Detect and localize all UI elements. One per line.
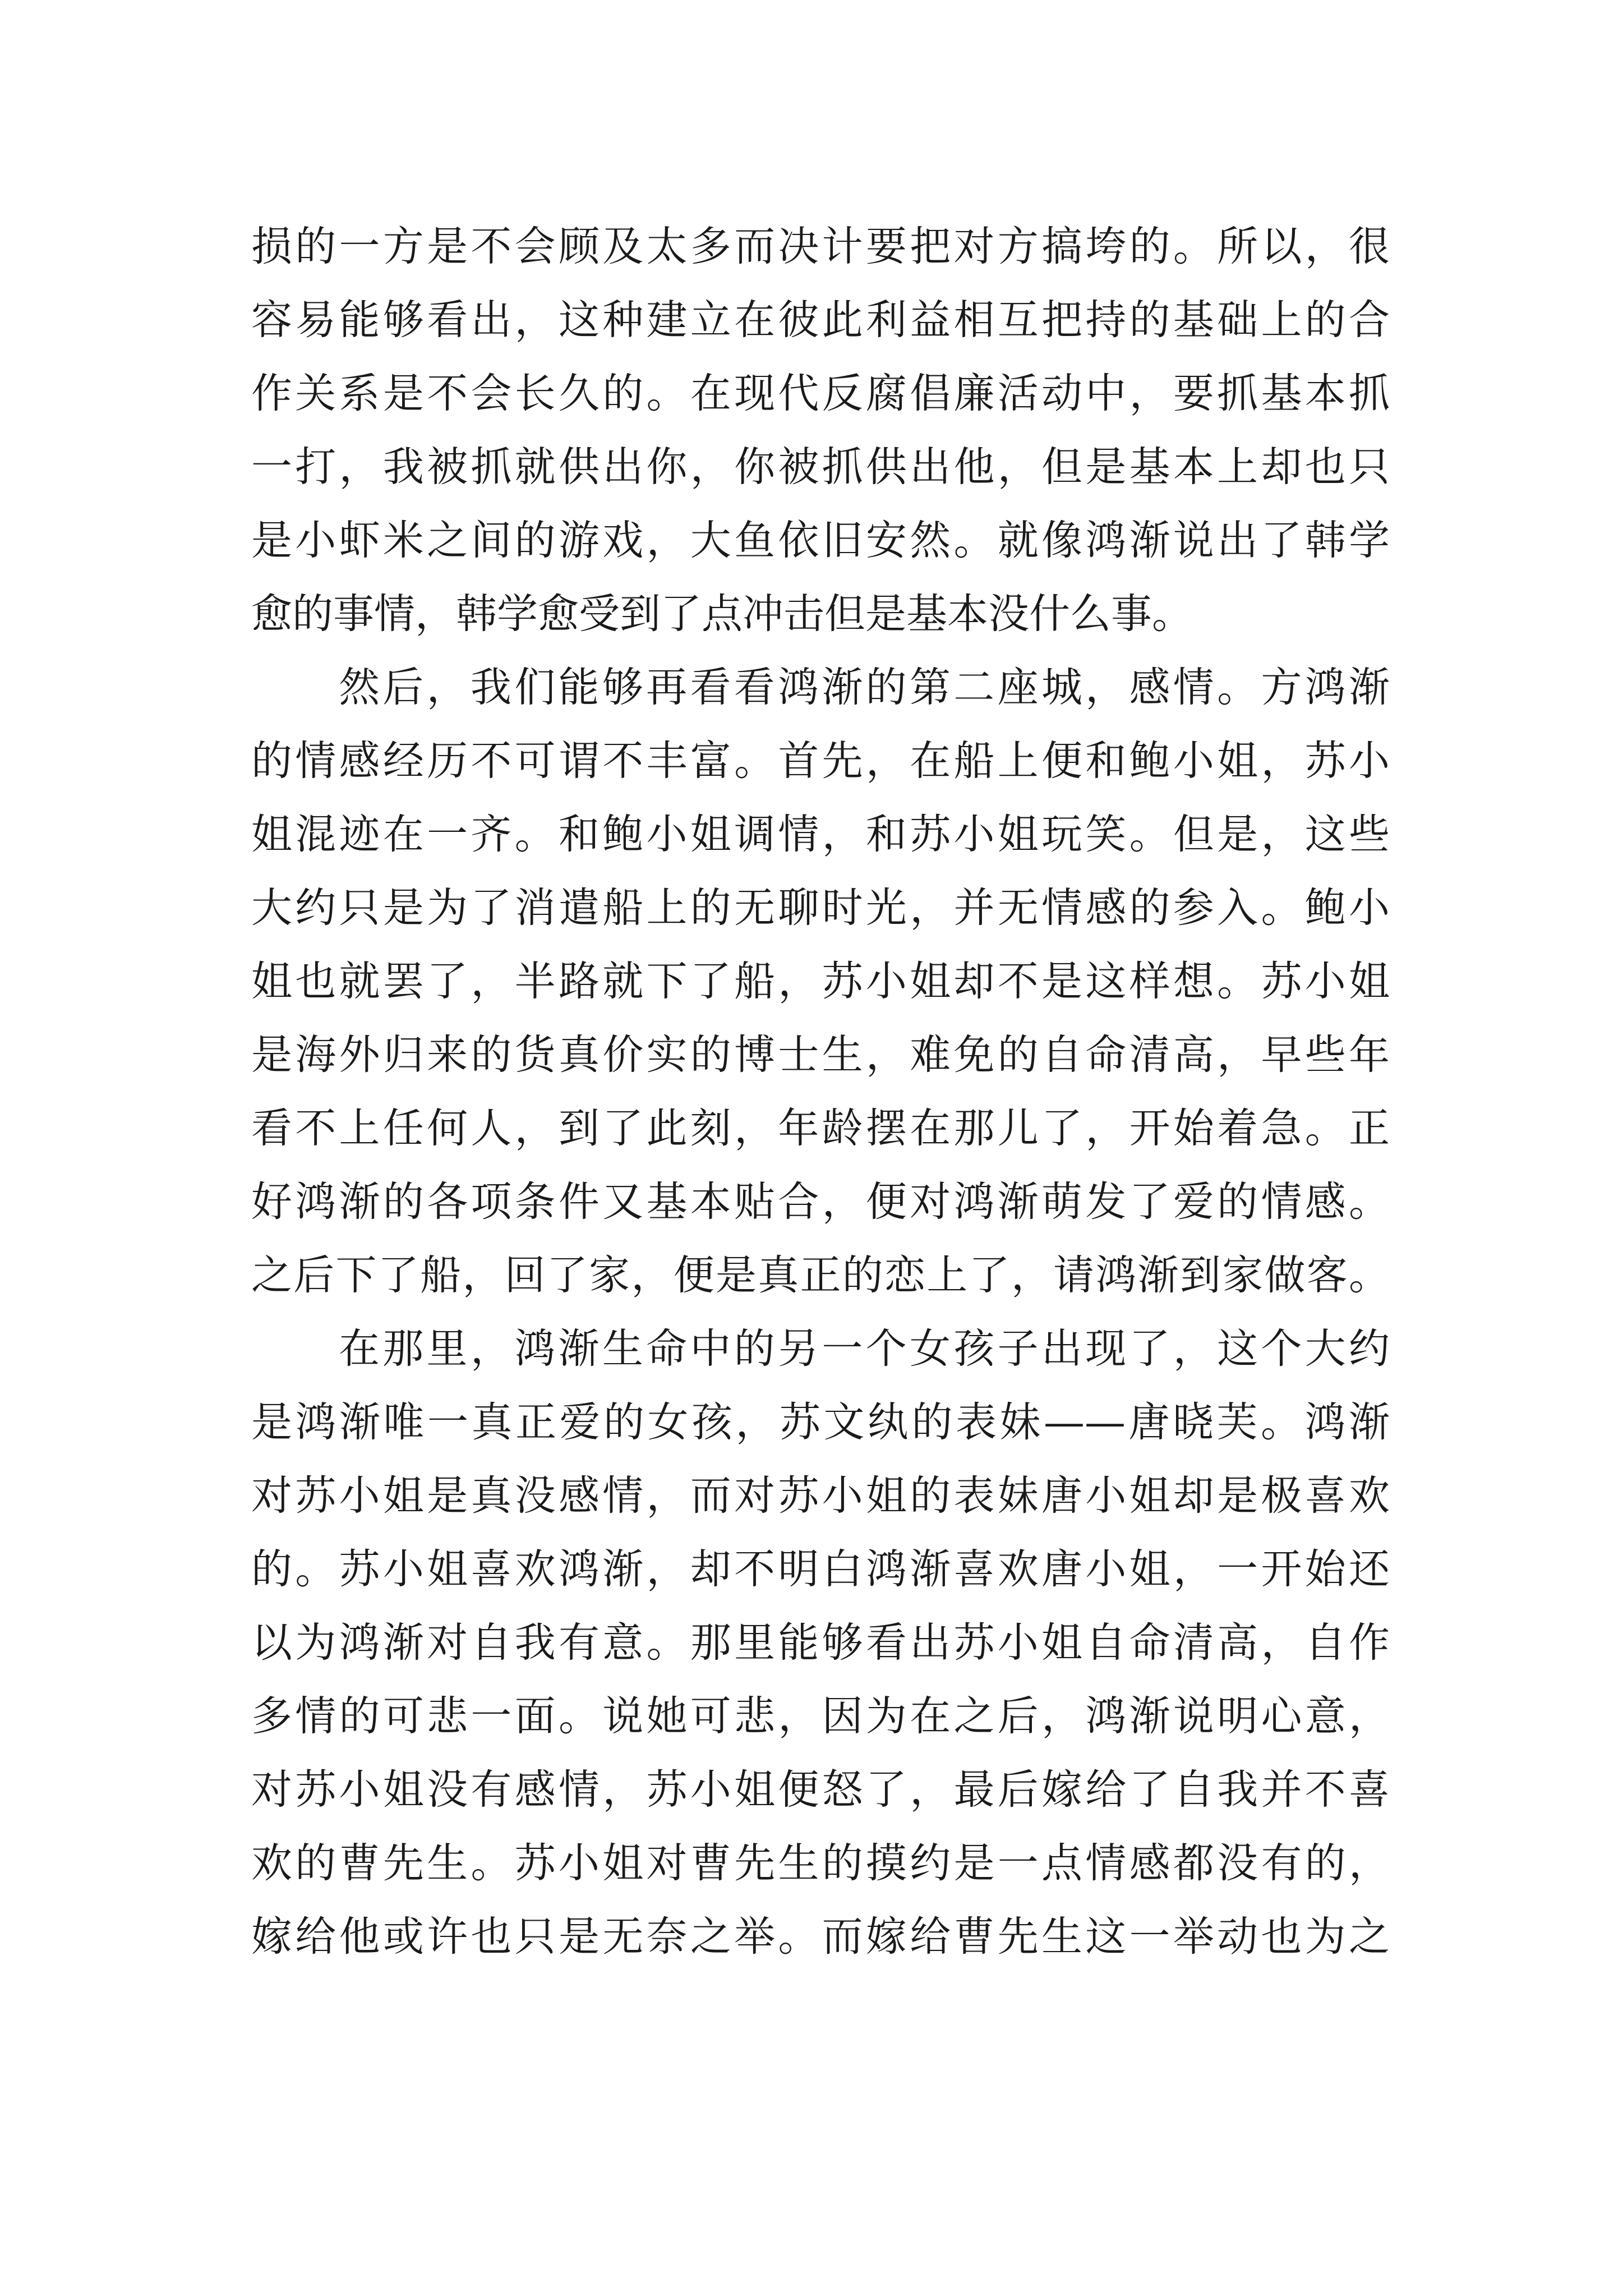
text-line: 是鸿渐唯一真正爱的女孩，苏文纨的表妹——唐晓芙。鸿渐 xyxy=(251,1398,1390,1446)
text-line: 之后下了船，回了家，便是真正的恋上了，请鸿渐到家做客。 xyxy=(251,1251,1390,1299)
text-line: 对苏小姐没有感情，苏小姐便怒了，最后嫁给了自我并不喜 xyxy=(251,1766,1390,1814)
text-line: 姐混迹在一齐。和鲍小姐调情，和苏小姐玩笑。但是，这些 xyxy=(251,811,1390,858)
text-line: 然后，我们能够再看看鸿渐的第二座城，感情。方鸿渐 xyxy=(339,664,1390,711)
text-line: 是海外归来的货真价实的博士生，难免的自命清高，早些年 xyxy=(251,1031,1390,1079)
text-line: 容易能够看出，这种建立在彼此利益相互把持的基础上的合 xyxy=(251,296,1390,344)
text-line: 一打，我被抓就供出你，你被抓供出他，但是基本上却也只 xyxy=(251,443,1390,491)
text-line: 是小虾米之间的游戏，大鱼依旧安然。就像鸿渐说出了韩学 xyxy=(251,517,1390,564)
text-line: 的。苏小姐喜欢鸿渐，却不明白鸿渐喜欢唐小姐，一开始还 xyxy=(251,1545,1390,1593)
text-line: 看不上任何人，到了此刻，年龄摆在那儿了，开始着急。正 xyxy=(251,1105,1390,1152)
text-line: 欢的曹先生。苏小姐对曹先生的摸约是一点情感都没有的， xyxy=(251,1839,1390,1887)
text-line: 愈的事情，韩学愈受到了点冲击但是基本没什么事。 xyxy=(251,590,1193,638)
text-line: 嫁给他或许也只是无奈之举。而嫁给曹先生这一举动也为之 xyxy=(251,1913,1390,1961)
text-line: 作关系是不会长久的。在现代反腐倡廉活动中，要抓基本抓 xyxy=(251,370,1390,417)
text-line: 的情感经历不可谓不丰富。首先，在船上便和鲍小姐，苏小 xyxy=(251,737,1390,785)
text-line: 姐也就罢了，半路就下了船，苏小姐却不是这样想。苏小姐 xyxy=(251,958,1390,1005)
body-text xyxy=(251,210,1390,1973)
text-line: 在那里，鸿渐生命中的另一个女孩子出现了，这个大约 xyxy=(339,1325,1390,1373)
text-line: 好鸿渐的各项条件又基本贴合，便对鸿渐萌发了爱的情感。 xyxy=(251,1178,1390,1226)
text-line: 损的一方是不会顾及太多而决计要把对方搞垮的。所以，很 xyxy=(251,223,1390,270)
text-line: 多情的可悲一面。说她可悲，因为在之后，鸿渐说明心意， xyxy=(251,1692,1390,1740)
text-line: 以为鸿渐对自我有意。那里能够看出苏小姐自命清高，自作 xyxy=(251,1619,1390,1667)
text-line: 对苏小姐是真没感情，而对苏小姐的表妹唐小姐却是极喜欢 xyxy=(251,1472,1390,1520)
text-line: 大约只是为了消遣船上的无聊时光，并无情感的参入。鲍小 xyxy=(251,884,1390,932)
